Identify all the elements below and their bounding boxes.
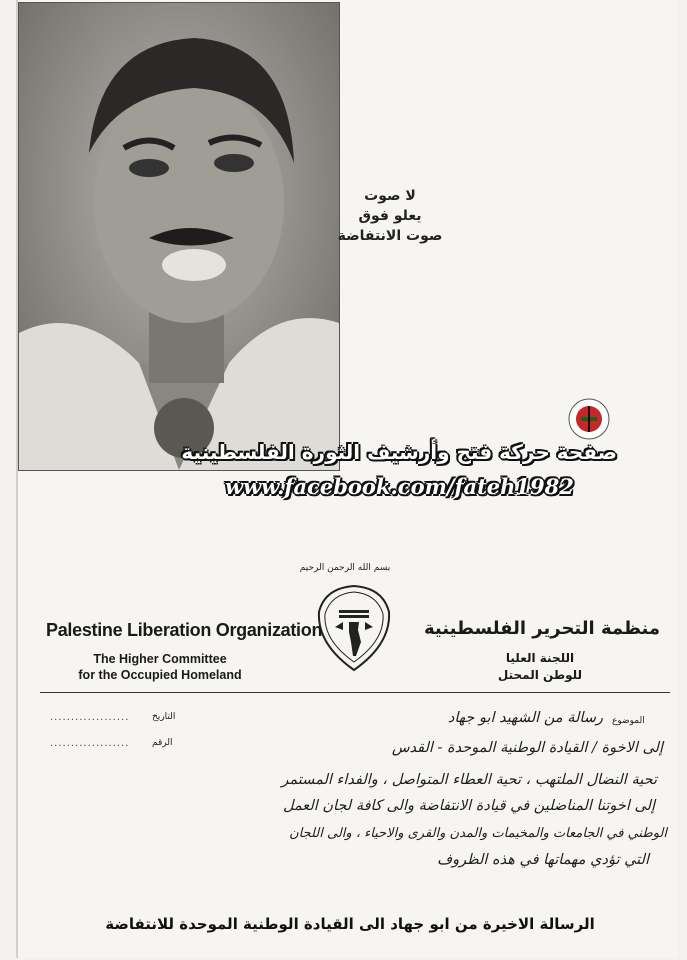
- watermark-title: صفحة حركة فتح وأرشيف الثورة الفلسطينية: [181, 440, 617, 464]
- watermark-url: www.facebook.com/fateh1982: [225, 474, 574, 499]
- letter-line: رسالة من الشهيد ابو جهاد: [447, 710, 603, 726]
- committee-arabic: [460, 650, 620, 684]
- slogan-line: لا صوت: [364, 188, 416, 204]
- date-dots: ...................: [50, 712, 130, 723]
- letter-line: الوطني في الجامعات والمخيمات والمدن والقرى والاحياء ، والى اللجان: [289, 826, 667, 841]
- committee-line: for the Occupied Homeland: [78, 668, 242, 682]
- committee-english: [60, 651, 260, 683]
- org-name-english: Palestine Liberation Organization: [46, 620, 323, 640]
- document-caption: الرسالة الاخيرة من ابو جهاد الى القيادة الوطنية الموحدة للانتفاضة: [105, 915, 595, 933]
- letter-line: تحية النضال الملتهب ، تحية العطاء المتواصل ، والفداء المستمر: [281, 772, 657, 788]
- letter-line: التي تؤدي مهماتها في هذه الظروف: [437, 852, 649, 868]
- basmala: بسم الله الرحمن الرحيم: [299, 563, 391, 573]
- subject-label: الموضوع: [612, 716, 645, 726]
- plo-emblem-icon: [313, 582, 395, 674]
- slogan-block: [320, 186, 460, 246]
- letter-line: إلى اخوتنا المناضلين في قيادة الانتفاضة والى كافة لجان العمل: [282, 798, 655, 814]
- committee-line: للوطن المحتل: [497, 668, 583, 682]
- org-name-arabic: منظمة التحرير الفلسطينية: [424, 618, 660, 639]
- slogan-line: يعلو فوق: [358, 208, 422, 224]
- number-dots: ...................: [50, 738, 130, 749]
- slogan-line: صوت الانتفاضة: [337, 228, 443, 244]
- number-label: الرقم: [152, 738, 173, 748]
- committee-line: اللجنة العليا: [505, 651, 575, 665]
- date-label: التاريخ: [152, 712, 176, 722]
- portrait-photo: [18, 2, 340, 471]
- fateh-logo-icon: [567, 397, 611, 441]
- committee-line: The Higher Committee: [93, 652, 227, 666]
- letterhead-divider: [40, 692, 670, 693]
- letter-line: إلى الاخوة / القيادة الوطنية الموحدة - القدس: [391, 740, 663, 756]
